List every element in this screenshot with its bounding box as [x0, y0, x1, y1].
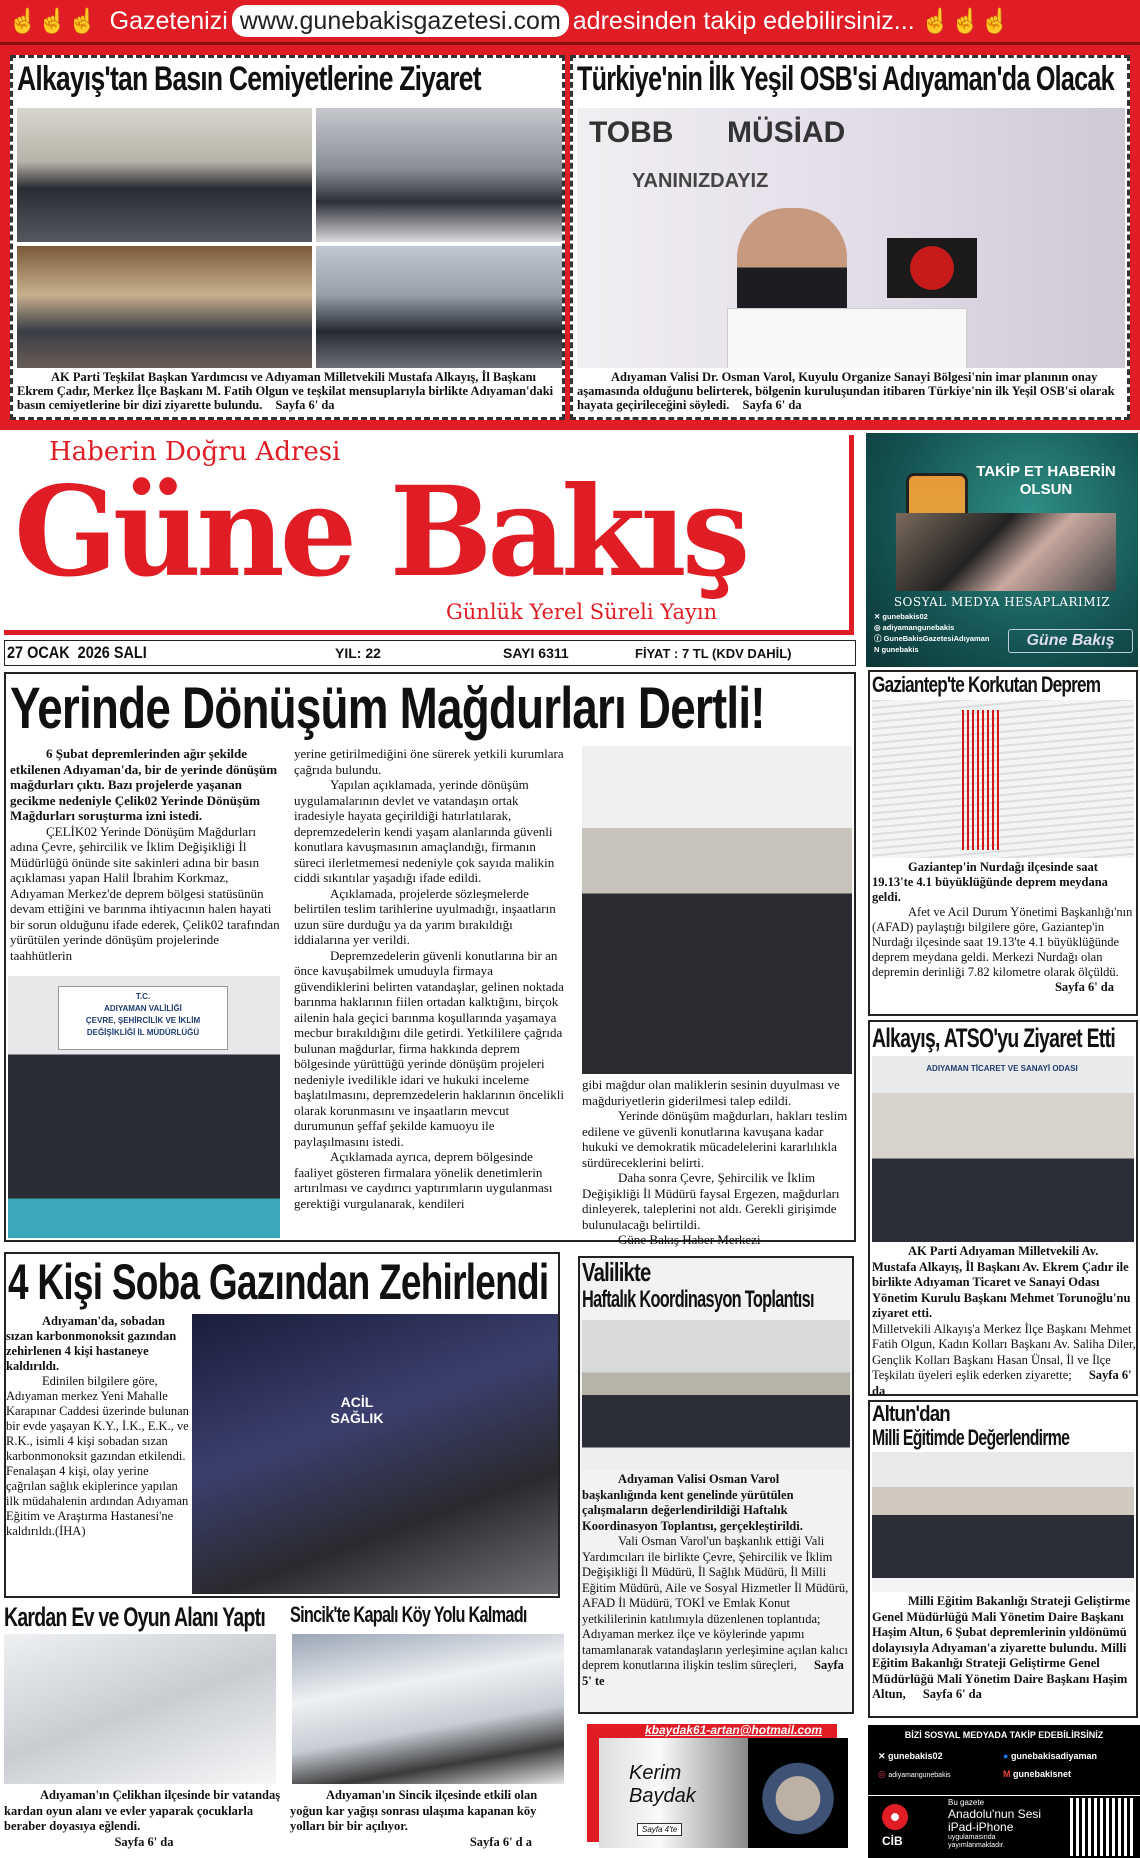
- kardan-story: [4, 1602, 284, 1858]
- cib-line: Anadolu'nun Sesi: [948, 1807, 1042, 1821]
- atso-lead: AK Parti Adıyaman Milletvekili Av. Mustafa Alkayış, İl Başkanı Av. Ekrem Çadır ile birlikte Adıyaman Ticaret ve Sanayi Odası Yönetim Kurulu Başkanı Mehmet Torunoğlu'nu ziyaret etti.: [872, 1244, 1131, 1320]
- red-accent: [587, 1724, 599, 1842]
- tobb-logo-text: TOBB: [589, 116, 674, 149]
- atso-body: Milletvekili Alkayış'a Merkez İlçe Başkanı Mehmet Fatih Olgun, Kadın Kolları Başkanı Av. Saliha Diler, Gençlik Kolları Başkanı Hasan Ünsal, İl ve İlçe Teşkilatı üyeleri eşlik ederken ziyarette;: [872, 1321, 1136, 1382]
- story-headline: Alkayış'tan Basın Cemiyetlerine Ziyaret: [17, 60, 481, 98]
- page-ref[interactable]: Sayfa 6' da: [872, 1368, 1132, 1398]
- columnist-box[interactable]: [585, 1722, 853, 1852]
- gmail-icon: M: [1003, 1769, 1013, 1779]
- caption-text: AK Parti Teşkilat Başkan Yardımcısı ve Adıyaman Milletvekili Mustafa Alkayış, İl Başkanı Ekrem Çadır, Merkez İlçe Başkanı M. Fatih Olgun ve teşkilat mensuplarıyla birlikte Adıyaman'daki basın cemiyetlerine bir dizi ziyarette bulundu.: [17, 370, 554, 412]
- quake-headline: Gaziantep'te Korkutan Deprem: [872, 672, 1101, 697]
- sincik-caption: Adıyaman'ın Sincik ilçesinde etkili olan yoğun kar yağışı sonrası ulaşıma kapanan köy yolları bir bir açılıyor.: [290, 1788, 538, 1833]
- account-handle[interactable]: gunebakisadiyaman: [1010, 1751, 1097, 1761]
- photo-ambulance: [192, 1314, 558, 1594]
- soba-headline: 4 Kişi Soba Gazından Zehirlendi: [8, 1254, 549, 1310]
- photo-coordination-meeting: [582, 1320, 850, 1470]
- qr-code-icon[interactable]: [1070, 1798, 1134, 1856]
- cib-line: yayımlanmaktadır.: [948, 1842, 1005, 1849]
- photo-governor-speech: [577, 108, 1125, 368]
- footer-social-title: BİZİ SOSYAL MEDYADA TAKİP EDEBİLİRSİNİZ: [904, 1730, 1104, 1740]
- page-ref[interactable]: Sayfa 5' te: [582, 1658, 844, 1688]
- cib-label: CİB: [882, 1834, 903, 1848]
- main-headline: Yerinde Dönüşüm Mağdurları Dertli!: [10, 676, 765, 741]
- page-ref[interactable]: Sayfa 6' da: [275, 398, 335, 412]
- issue-year: YIL: 22: [335, 645, 381, 661]
- altun-story: [868, 1400, 1138, 1718]
- main-col-1: [10, 746, 280, 963]
- jacket-line: SAĞLIK: [330, 1410, 384, 1426]
- facebook-icon: ⓕ: [874, 634, 884, 643]
- quake-text: [872, 860, 1134, 995]
- valilik-headline-2: Haftalık Koordinasyon Toplantısı: [582, 1286, 814, 1313]
- x-icon: ✕: [878, 1751, 889, 1761]
- columnist-last: Baydak: [629, 1785, 696, 1807]
- ad-title-2: OLSUN: [1019, 481, 1073, 498]
- sign-line: T.C.: [135, 992, 151, 1001]
- main-byline: Güne Bakış Haber Merkezi: [618, 1232, 761, 1247]
- story-caption: [17, 370, 563, 412]
- jacket-line: ACİL: [340, 1394, 374, 1410]
- sincik-story: [290, 1602, 570, 1858]
- microphones: [887, 238, 977, 298]
- page-ref[interactable]: Sayfa 6' da: [114, 1834, 174, 1849]
- main-paragraph: Yerinde dönüşüm mağdurları, hakları teslim edilene ve güvenli konutlarına kavuşana kadar hukuki ve demokratik mücadelelerini kararlılıkla sürdüreceklerini belirti.: [582, 1108, 848, 1170]
- photo-snow-plow: [292, 1634, 564, 1784]
- quake-body: Afet ve Acil Durum Yönetimi Başkanlığı'nın (AFAD) paylaştığı bilgilere göre, Gaziantep'in Nurdağı ilçesinde saat 19.13'te 4.1 büyüklüğünde deprem meydana geldi. Merkezi Nurdağı olan depremin derinliği 7.82 kilometre olarak ölçüldü.: [872, 905, 1133, 979]
- main-paragraph: Yapılan açıklamada, yerinde dönüşüm uygulamalarının devlet ve vatandaşın ortak iradesiyle hayata geçirildiği hatırlatılarak, depremzedelerin kendi yaşam alanlarında güvenli konutlara kavuşmasının amaçlandığı, firmanın süreci ilerletmemesi nedeniyle çok sayıda malikin ciddi sıkıntılar yaşadığı ifade edildi.: [294, 777, 555, 885]
- valilik-body: Vali Osman Varol'un başkanlık ettiği Vali Yardımcıları ile birlikte Çevre, Şehircilik ve İklim Değişikliği İl Müdürü, İl Sağlık Müdürü, İl Milli Eğitim Müdürü, Aile ve Sosyal Hizmetler İl Müdürü, AFAD İl Müdürü, TOKİ ve Emlak Konut yetkililerinin katılımıyla düzenlenen toplantıda; Adıyaman merkez ilçe ve köylerinde yapımı tamamlanarak vatandaşların yerleşimine açılan kalıcı deprem konutlarına ilişkin teslim süreçleri,: [582, 1534, 849, 1672]
- page-ref[interactable]: Sayfa 6' da: [1054, 980, 1114, 994]
- cib-logo-icon: [882, 1804, 908, 1830]
- columnist-name: [629, 1762, 696, 1808]
- ad-section-title: SOSYAL MEDYA HESAPLARIMIZ: [893, 595, 1111, 609]
- ambulance-jacket-text: [312, 1394, 402, 1426]
- soba-story: [4, 1252, 560, 1598]
- issue-number: SAYI 6311: [503, 645, 569, 661]
- sincik-headline: Sincik'te Kapalı Köy Yolu Kalmadı: [290, 1602, 527, 1627]
- photo-education-visit: [872, 1452, 1134, 1592]
- atso-text: [872, 1244, 1136, 1399]
- photo-group-snow: [316, 108, 563, 242]
- account-handle[interactable]: gunebakis02: [888, 1751, 943, 1761]
- account-handle[interactable]: gunebakis: [881, 645, 919, 654]
- banner-prefix: Gazetenizi: [109, 6, 228, 35]
- cib-text: [948, 1798, 1041, 1850]
- ad-logo: Güne Bakış: [1008, 629, 1133, 653]
- main-paragraph: gibi mağdur olan maliklerin sesinin duyulması ve mağduriyetlerin giderilmesi talep edildi.: [582, 1077, 840, 1108]
- columnist-photo: [748, 1738, 848, 1848]
- account-handle[interactable]: gunebakis02: [882, 612, 928, 621]
- account-handle[interactable]: gunebakisnet: [1013, 1769, 1072, 1779]
- issue-date: 27 OCAK 2026 SALI: [7, 643, 147, 662]
- seismic-wave: [962, 710, 1002, 850]
- account-handle[interactable]: adiyamangunebakis: [888, 1772, 951, 1779]
- quake-story: [868, 670, 1138, 1016]
- news-collage: [896, 513, 1116, 591]
- page-ref[interactable]: Sayfa 6' d a: [469, 1834, 532, 1849]
- top-right-story: [570, 55, 1130, 420]
- musiad-logo-text: MÜSİAD: [727, 116, 846, 149]
- seismograph-photo: [872, 700, 1134, 858]
- altun-text: [872, 1594, 1136, 1703]
- story-caption: [577, 370, 1127, 412]
- main-story: [4, 672, 856, 1247]
- main-col-2: [294, 746, 566, 1211]
- social-media-ad[interactable]: [866, 433, 1138, 667]
- main-paragraph: ÇELİK02 Yerinde Dönüşüm Mağdurları adına Çevre, şehircilik ve İklim Değişikliği İl Müdürlüğü önünde site sakinleri adına bir basın açıklaması yapan Halil İbrahim Korkmaz, Adıyaman Merkez'de deprem bölgesi statüsünün devam ettiğini ve barınma ihtiyacının halen hayati bir sorun olduğunu ifade ederek, Çelik02 tarafından yürütülen yerinde dönüşüm projelerinde taahhütlerin: [10, 823, 280, 963]
- pointing-hand-icon: ☝☝☝: [8, 7, 98, 35]
- photo-office-visit: [17, 246, 312, 368]
- cib-line: iPad-iPhone: [948, 1820, 1014, 1834]
- columnist-email[interactable]: kbaydak61-artan@hotmail.com: [645, 1723, 823, 1737]
- cib-line: uygulamasında: [948, 1834, 996, 1841]
- photo-group-indoor: [17, 108, 312, 242]
- kardan-caption: Adıyaman'ın Çelikhan ilçesinde bir vatandaş kardan oyun alanı ve evler yaparak çocuklarla beraber doyasıya eğlendi.: [4, 1788, 281, 1833]
- sign-line: ÇEVRE, ŞEHİRCİLİK VE İKLİM: [85, 1016, 201, 1025]
- soba-body: Edinilen bilgilere göre, Adıyaman merkez Yeni Mahalle Karapınar Caddesi üzerinde bulunan bir evde yaşayan K.Y., İ.K., E.K., ve R.K., isimli 4 kişi sobadan sızan karbonmonoksit gazından etkilendi. Fenalaşan 4 kişi, olay yerine çağrılan sağlık ekiplerince yapılan ilk müdahalenin ardından Adıyaman Eğitim ve Araştırma Hastanesi'ne kaldırıldı.(İHA): [6, 1374, 189, 1538]
- soba-text: [6, 1314, 190, 1539]
- sign-line: DEĞİŞİKLİĞİ İL MÜDÜRLÜĞÜ: [86, 1028, 200, 1037]
- sincik-text: [290, 1788, 572, 1850]
- quake-lead: Gaziantep'in Nurdağı ilçesinde saat 19.13'te 4.1 büyüklüğünde deprem meydana geldi.: [872, 860, 1108, 904]
- altun-headline-1: Altun'dan: [872, 1401, 950, 1426]
- photo-protest: [8, 976, 280, 1238]
- nsosyal-icon: N: [874, 645, 882, 654]
- valilik-headline-1: Valilikte: [582, 1257, 651, 1287]
- altun-headline-2: Milli Eğitimde Değerlendirme: [872, 1425, 1070, 1450]
- facebook-icon: ●: [1003, 1751, 1011, 1761]
- soba-lead: Adıyaman'da, sobadan sızan karbonmonoksit gazından zehirlenen 4 kişi hastaneye kaldırıldı.: [6, 1314, 177, 1373]
- ministry-sign: [58, 986, 228, 1050]
- story-headline: Türkiye'nin İlk Yeşil OSB'si Adıyaman'da Olacak: [577, 60, 1114, 98]
- account-handle[interactable]: adiyamangunebakis: [882, 623, 955, 632]
- instagram-icon: ◎: [874, 623, 883, 632]
- valilik-lead: Adıyaman Valisi Osman Varol başkanlığında kent genelinde yürütülen çalışmaların değerlendirildiği Haftalık Koordinasyon Toplantısı, gerçekleştirildi.: [582, 1472, 803, 1533]
- slogan-text: YANINIZDAYIZ: [632, 170, 769, 192]
- website-link[interactable]: www.gunebakisgazetesi.com: [232, 5, 569, 37]
- dateline-bar: [4, 640, 856, 666]
- atso-banner-text: ADIYAMAN TİCARET VE SANAYİ ODASI: [926, 1064, 1078, 1073]
- x-icon: ✕: [874, 612, 883, 621]
- sign-line: ADIYAMAN VALİLİĞİ: [104, 1004, 182, 1013]
- main-paragraph: Depremzedelerin güvenli konutlarına bir an önce kavuşabilmek umuduyla firmaya güvendiklerini belirten vatandaşlar, gelinen noktada barınma haklarının fiilen ortadan kalktığını, birçok ailenin hala geçici barınma koşullarında yaşamaya mecbur bırakıldığını dile getirdi. Yetkililere çağrıda bulunan mağdurlar, firma hakkında deprem bölgesinde yürüttüğü yerinde dönüşüm projeleri nedeniyle ivedilikle idari ve hukuki inceleme başlatılmasını, depremzedelerin haklarının öncelikli olarak korunmasını ve inşaatların mevcut durumunun şeffaf şekilde kamuoyu ile paylaşılmasını istedi.: [294, 947, 565, 1149]
- masthead-subtitle: Günlük Yerel Süreli Yayın: [446, 600, 718, 624]
- main-lead: 6 Şubat depremlerinden ağır şekilde etkilenen Adıyaman'da, bir de yerinde dönüşüm mağdurları çıktı. Bazı projelerde yaşanan gecikme nedeniyle Çelik02 Yerinde Dönüşüm Mağdurları soruşturma izni istedi.: [10, 746, 278, 823]
- instagram-icon: ◎: [878, 1769, 889, 1779]
- masthead: [4, 435, 854, 635]
- page-ref[interactable]: Sayfa 4'te: [637, 1823, 682, 1836]
- main-paragraph: Açıklamada ayrıca, deprem bölgesinde faaliyet gösteren firmalara yönelik denetimlerin artırılması ve caydırıcı yaptırımların uygulanması gerektiği vurgulanarak, kendileri: [294, 1149, 553, 1211]
- main-paragraph: Daha sonra Çevre, Şehircilik ve İklim Değişikliği İl Müdürü faysal Ergezen, mağdurları dinleyerek, taleplerini not aldı. Gerekli girişimde bulunulacağı belirtildi.: [582, 1170, 840, 1232]
- altun-lead: Milli Eğitim Bakanlığı Strateji Geliştirme Genel Müdürlüğü Mali Yönetim Daire Başkanı Haşim Altun, 6 Şubat depremlerinin yıldönümü dolayısıyla Adıyaman'a ziyarette bulundu. Milli Eğitim Bakanlığı Strateji Geliştirme Genel Müdürlüğü Mali Yönetim Daire Başkanı Haşim Altun,: [872, 1594, 1131, 1701]
- valilik-story: [578, 1256, 854, 1714]
- banner-suffix: adresinden takip edebilirsiniz...: [572, 6, 915, 35]
- atso-headline: Alkayış, ATSO'yu Ziyaret Etti: [872, 1023, 1116, 1053]
- cib-line: Bu gazete: [948, 1798, 985, 1807]
- main-col-3: [582, 1077, 854, 1248]
- atso-story: [868, 1020, 1138, 1396]
- pointing-hand-icon: ☝☝☝: [920, 7, 1011, 35]
- masthead-slogan: Haberin Doğru Adresi: [49, 437, 341, 467]
- masthead-title: Güne Bakış: [14, 460, 746, 605]
- top-banner: [0, 0, 1140, 45]
- top-left-story: [10, 55, 565, 420]
- main-paragraph: Açıklamada, projelerde sözleşmelerde belirtilen teslim tarihlerine uyulmadığı, inşaatların uzun süre durduğu ya da yarım bırakıldığı iddialarına yer verildi.: [294, 885, 556, 947]
- podium: [727, 308, 967, 368]
- columnist-first: Kerim: [629, 1762, 682, 1784]
- cib-ad[interactable]: [868, 1796, 1140, 1858]
- page-ref[interactable]: Sayfa 6' da: [742, 398, 802, 412]
- footer-social-box: [868, 1725, 1140, 1795]
- kardan-headline: Kardan Ev ve Oyun Alanı Yaptı: [4, 1602, 266, 1632]
- page-ref[interactable]: Sayfa 6' da: [922, 1687, 982, 1701]
- photo-atso-visit: [872, 1056, 1134, 1242]
- photo-group-outdoor: [316, 246, 563, 368]
- ad-title: TAKİP ET HABERİN: [976, 463, 1116, 480]
- account-handle[interactable]: GuneBakisGazetesiAdıyaman: [883, 634, 990, 643]
- kardan-text: [4, 1788, 284, 1850]
- valilik-text: [582, 1472, 852, 1689]
- issue-price: FİYAT : 7 TL (KDV DAHİL): [635, 645, 792, 661]
- photo-meeting-room: [582, 746, 852, 1074]
- caption-text: Adıyaman Valisi Dr. Osman Varol, Kuyulu Organize Sanayi Bölgesi'nin imar planının onay aşamasında olduğunu belirterek, bölgenin kuruluşundan itibaren Türkiye'nin ilk Yeşil OSB'si olarak hayata geçirileceğini söyledi.: [577, 370, 1115, 412]
- main-paragraph: yerine getirilmediğini öne sürerek yetkili kurumlara çağrıda bulundu.: [294, 746, 564, 777]
- photo-snow-house: [4, 1634, 276, 1784]
